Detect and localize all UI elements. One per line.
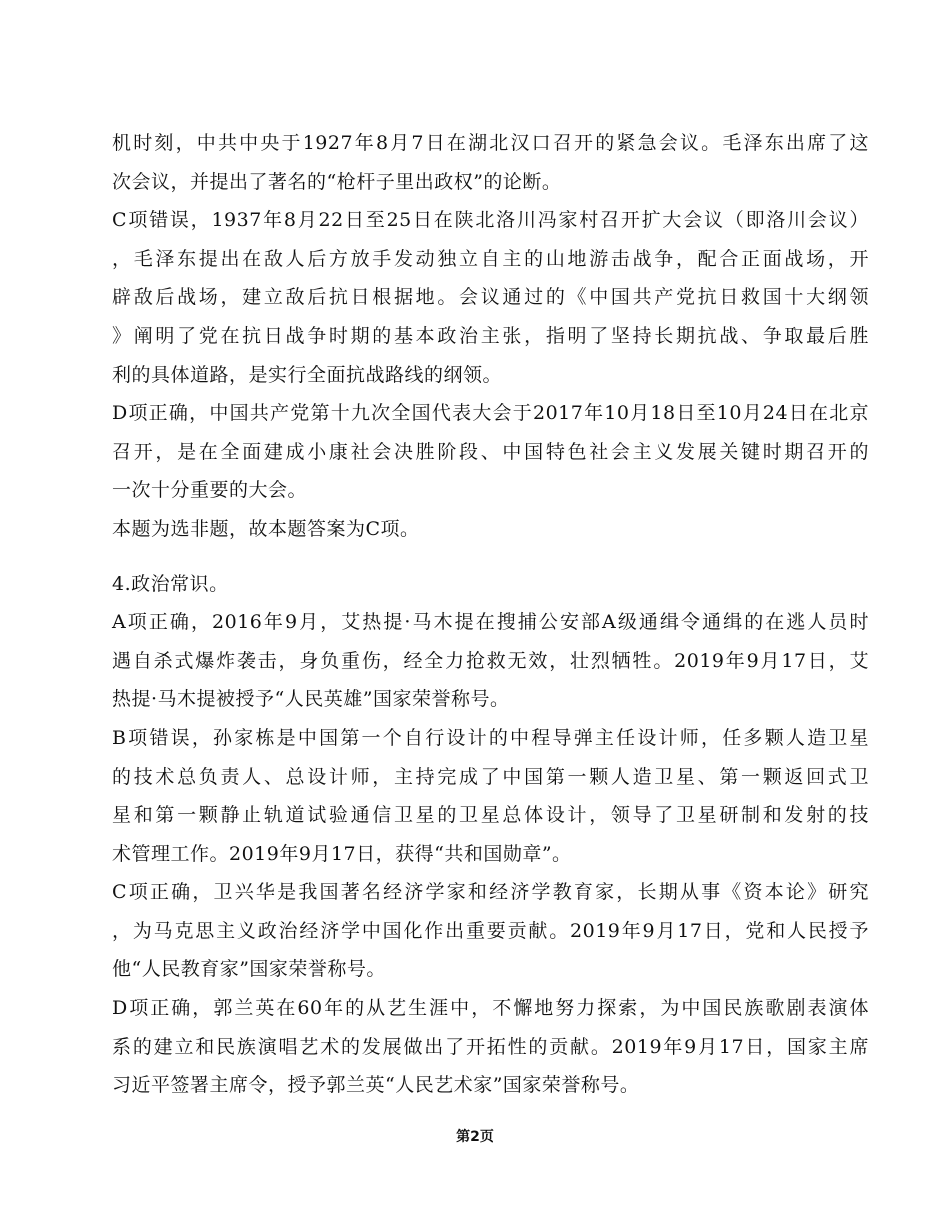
text-line: 术管理工作。2019年9月17日，获得“共和国勋章”。 (112, 842, 572, 865)
section-heading: 4.政治常识。 (112, 572, 229, 595)
text-line: 本题为选非题，故本题答案为C项。 (112, 517, 420, 540)
text-line: 遇自杀式爆炸袭击，身负重伤，经全力抢救无效，壮烈牺牲。2019年9月17日，艾 (112, 649, 869, 672)
paragraph-option-a (112, 603, 869, 719)
text-line: 系的建立和民族演唱艺术的发展做出了开拓性的贡献。2019年9月17日，国家主席 (112, 1035, 869, 1058)
text-line: 的技术总负责人、总设计师，主持完成了中国第一颗人造卫星、第一颗返回式卫 (112, 765, 869, 788)
text-line: 利的具体道路，是实行全面抗战路线的纲领。 (112, 363, 503, 386)
paragraph-option-c (112, 873, 869, 989)
text-line: ，为马克思主义政治经济学中国化作出重要贡献。2019年9月17日，党和人民授予 (112, 919, 869, 942)
text-line: 》阐明了党在抗日战争时期的基本政治主张，指明了坚持长期抗战、争取最后胜 (112, 324, 869, 347)
text-line: A项正确，2016年9月，艾热提·马木提在搜捕公安部A级通缉令通缉的在逃人员时 (112, 611, 869, 634)
paragraph-continuation (112, 124, 869, 201)
text-line: 召开，是在全面建成小康社会决胜阶段、中国特色社会主义发展关键时期召开的 (112, 440, 869, 463)
text-line: 辟敌后战场，建立敌后抗日根据地。会议通过的《中国共产党抗日救国十大纲领 (112, 286, 869, 309)
text-line: D项正确，郭兰英在60年的从艺生涯中，不懈地努力探索，为中国民族歌剧表演体 (112, 997, 869, 1020)
paragraph-option-d (112, 989, 869, 1105)
document-body (112, 124, 869, 1105)
text-line: 星和第一颗静止轨道试验通信卫星的卫星总体设计，领导了卫星研制和发射的技 (112, 804, 869, 827)
page-number: 第2页 (456, 1129, 494, 1145)
text-line: 一次十分重要的大会。 (112, 479, 308, 502)
paragraph-option-b (112, 719, 869, 873)
text-line: 热提·马木提被授予“人民英雄”国家荣誉称号。 (112, 688, 510, 711)
text-line: B项错误，孙家栋是中国第一个自行设计的中程导弹主任设计师，任多颗人造卫星 (112, 726, 869, 749)
text-line: 习近平签署主席令，授予郭兰英“人民艺术家”国家荣誉称号。 (112, 1074, 640, 1097)
text-line: C项正确，卫兴华是我国著名经济学家和经济学教育家，长期从事《资本论》研究 (112, 881, 869, 904)
paragraph-answer (112, 510, 869, 549)
text-line: 机时刻，中共中央于1927年8月7日在湖北汉口召开的紧急会议。毛泽东出席了这 (112, 132, 869, 154)
text-line: ，毛泽东提出在敌人后方放手发动独立自主的山地游击战争，配合正面战场，开 (112, 247, 869, 270)
text-line: D项正确，中国共产党第十九次全国代表大会于2017年10月18日至10月24日在北京 (112, 402, 869, 425)
paragraph-option-c (112, 201, 869, 394)
text-line: 次会议，并提出了著名的“枪杆子里出政权”的论断。 (112, 170, 562, 193)
text-line: 他“人民教育家”国家荣誉称号。 (112, 958, 386, 981)
paragraph-option-d (112, 394, 869, 510)
text-line: C项错误，1937年8月22日至25日在陕北洛川冯家村召开扩大会议（即洛川会议） (112, 209, 869, 232)
